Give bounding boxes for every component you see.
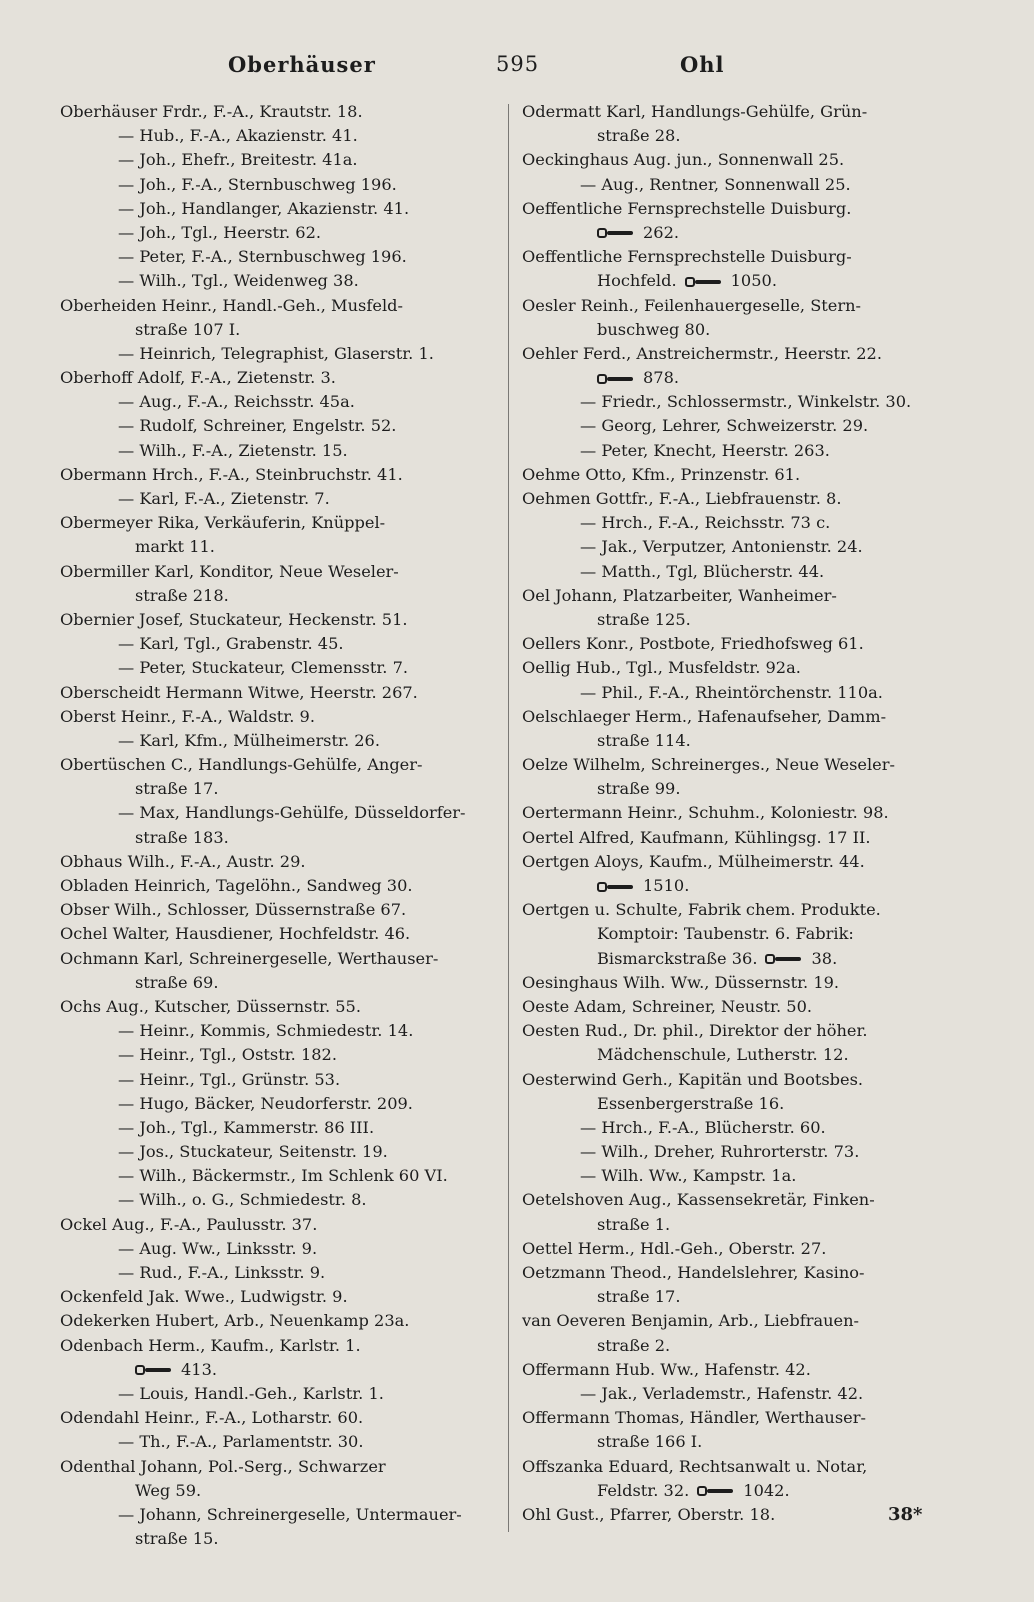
entry-text: Oesler Reinh., Feilenhauergeselle, Stern- bbox=[522, 295, 861, 315]
entry-text: Ochmann Karl, Schreinergeselle, Werthauser- bbox=[60, 948, 439, 968]
entry-text: straße 1. bbox=[597, 1214, 671, 1234]
entry-text: — Aug., Rentner, Sonnenwall 25. bbox=[580, 174, 851, 194]
directory-entry-line bbox=[60, 269, 500, 293]
telephone-icon bbox=[597, 372, 637, 386]
entry-text: 262. bbox=[643, 222, 680, 242]
entry-text: — Louis, Handl.-Geh., Karlstr. 1. bbox=[118, 1383, 384, 1403]
directory-entry-line bbox=[522, 1382, 962, 1406]
entry-text: — Heinr., Tgl., Grünstr. 53. bbox=[118, 1069, 341, 1089]
entry-text: — Max, Handlungs-Gehülfe, Düsseldorfer- bbox=[118, 803, 466, 823]
directory-entry-line bbox=[522, 269, 962, 293]
directory-entry-line bbox=[522, 681, 962, 705]
entry-text: — Jos., Stuckateur, Seitenstr. 19. bbox=[118, 1142, 388, 1162]
directory-entry-line bbox=[522, 753, 962, 777]
directory-entry-line bbox=[60, 753, 500, 777]
directory-entry-line bbox=[60, 1116, 500, 1140]
directory-entry-line bbox=[60, 850, 500, 874]
entry-text: Weg 59. bbox=[135, 1480, 202, 1500]
entry-text: Oertermann Heinr., Schuhm., Koloniestr. 98. bbox=[522, 803, 889, 823]
directory-entry-line bbox=[522, 995, 962, 1019]
entry-text: 878. bbox=[643, 368, 680, 388]
entry-text: Oberhoff Adolf, F.-A., Zietenstr. 3. bbox=[60, 368, 336, 388]
directory-entry-line bbox=[522, 439, 962, 463]
telephone-icon bbox=[685, 275, 725, 289]
entry-text: — Hugo, Bäcker, Neudorferstr. 209. bbox=[118, 1093, 413, 1113]
telephone-icon bbox=[597, 880, 637, 894]
telephone-number: 1042. bbox=[743, 1480, 790, 1500]
directory-entry-line bbox=[60, 1358, 500, 1382]
telephone-icon bbox=[765, 952, 805, 966]
directory-entry-line bbox=[522, 1237, 962, 1261]
directory-entry-line bbox=[60, 560, 500, 584]
entry-text: Obhaus Wilh., F.-A., Austr. 29. bbox=[60, 851, 306, 871]
directory-entry-line bbox=[522, 1188, 962, 1212]
entry-text: — Johann, Schreinergeselle, Untermauer- bbox=[118, 1504, 462, 1524]
entry-text: — Wilh., Dreher, Ruhrorterstr. 73. bbox=[580, 1142, 860, 1162]
directory-entry-line bbox=[60, 1213, 500, 1237]
entry-text: straße 107 I. bbox=[135, 319, 241, 339]
directory-entry-line bbox=[60, 1406, 500, 1430]
entry-text: Ochs Aug., Kutscher, Düssernstr. 55. bbox=[60, 996, 361, 1016]
directory-entry-line bbox=[60, 1334, 500, 1358]
entry-text: Oetelshoven Aug., Kassensekretär, Finken- bbox=[522, 1190, 875, 1210]
directory-entry-line bbox=[522, 1019, 962, 1043]
telephone-number: 1050. bbox=[730, 271, 777, 291]
entry-text: Odenthal Johann, Pol.-Serg., Schwarzer bbox=[60, 1456, 386, 1476]
directory-entry-line bbox=[522, 898, 962, 922]
directory-entry-line bbox=[60, 100, 500, 124]
directory-entry-line bbox=[522, 342, 962, 366]
entry-text: straße 183. bbox=[135, 827, 229, 847]
entry-text: Offszanka Eduard, Rechtsanwalt u. Notar, bbox=[522, 1456, 868, 1476]
directory-entry-line bbox=[522, 1455, 962, 1479]
entry-text: Odendahl Heinr., F.-A., Lotharstr. 60. bbox=[60, 1408, 364, 1428]
entry-text: Oeffentliche Fernsprechstelle Duisburg- bbox=[522, 247, 852, 267]
running-head-left: Oberhäuser bbox=[228, 52, 376, 77]
entry-text: — Joh., Tgl., Heerstr. 62. bbox=[118, 222, 322, 242]
directory-entry-line bbox=[60, 535, 500, 559]
entry-text: straße 218. bbox=[135, 585, 229, 605]
directory-entry-line bbox=[60, 245, 500, 269]
entry-text: Bismarckstraße 36. bbox=[597, 948, 758, 968]
entry-text: Oberst Heinr., F.-A., Waldstr. 9. bbox=[60, 706, 315, 726]
directory-entry-line bbox=[522, 1140, 962, 1164]
signature-mark: 38* bbox=[888, 1504, 923, 1525]
entry-text: Oesterwind Gerh., Kapitän und Bootsbes. bbox=[522, 1069, 864, 1089]
entry-text: Feldstr. 32. bbox=[597, 1480, 690, 1500]
directory-entry-line bbox=[60, 1309, 500, 1333]
directory-entry-line bbox=[60, 777, 500, 801]
entry-text: — Karl, Tgl., Grabenstr. 45. bbox=[118, 634, 344, 654]
directory-entry-line bbox=[60, 294, 500, 318]
directory-entry-line bbox=[60, 1382, 500, 1406]
entry-text: straße 69. bbox=[135, 972, 219, 992]
directory-entry-line bbox=[60, 947, 500, 971]
entry-text: — Phil., F.-A., Rheintörchenstr. 110a. bbox=[580, 682, 883, 702]
directory-entry-line bbox=[522, 487, 962, 511]
entry-text: Oel Johann, Platzarbeiter, Wanheimer- bbox=[522, 585, 837, 605]
directory-entry-line bbox=[60, 922, 500, 946]
directory-entry-line bbox=[60, 1285, 500, 1309]
directory-entry-line bbox=[522, 414, 962, 438]
entry-text: Oeffentliche Fernsprechstelle Duisburg. bbox=[522, 198, 852, 218]
directory-entry-line bbox=[60, 584, 500, 608]
entry-text: — Rudolf, Schreiner, Engelstr. 52. bbox=[118, 416, 397, 436]
directory-entry-line bbox=[60, 1092, 500, 1116]
entry-text: straße 114. bbox=[597, 730, 691, 750]
entry-text: — Hrch., F.-A., Reichsstr. 73 c. bbox=[580, 513, 831, 533]
entry-text: Ockenfeld Jak. Wwe., Ludwigstr. 9. bbox=[60, 1287, 348, 1307]
directory-entry-line bbox=[60, 898, 500, 922]
entry-text: Obernier Josef, Stuckateur, Heckenstr. 51. bbox=[60, 609, 408, 629]
telephone-number: 38. bbox=[811, 948, 838, 968]
entry-text: Oettel Herm., Hdl.-Geh., Oberstr. 27. bbox=[522, 1238, 827, 1258]
entry-text: Oertgen Aloys, Kaufm., Mülheimerstr. 44. bbox=[522, 851, 865, 871]
directory-entry-line bbox=[522, 463, 962, 487]
directory-entry-line bbox=[60, 487, 500, 511]
directory-entry-line bbox=[522, 173, 962, 197]
entry-text: Oehmen Gottfr., F.-A., Liebfrauenstr. 8. bbox=[522, 489, 842, 508]
entry-text: straße 99. bbox=[597, 779, 681, 799]
entry-text: Offermann Hub. Ww., Hafenstr. 42. bbox=[522, 1359, 811, 1379]
directory-entry-line bbox=[522, 1430, 962, 1454]
directory-entry-line bbox=[522, 1043, 962, 1067]
directory-entry-line bbox=[522, 1213, 962, 1237]
directory-entry-line bbox=[60, 173, 500, 197]
directory-entry-line bbox=[522, 1261, 962, 1285]
directory-entry-line bbox=[60, 1479, 500, 1503]
entry-text: Obermiller Karl, Konditor, Neue Weseler- bbox=[60, 561, 399, 581]
entry-text: Oeckinghaus Aug. jun., Sonnenwall 25. bbox=[522, 150, 845, 170]
directory-entry-line bbox=[60, 656, 500, 680]
directory-entry-line bbox=[60, 874, 500, 898]
directory-entry-line bbox=[60, 414, 500, 438]
telephone-icon bbox=[135, 1363, 175, 1377]
entry-text: Offermann Thomas, Händler, Werthauser- bbox=[522, 1408, 866, 1428]
entry-text: — Jak., Verlademstr., Hafenstr. 42. bbox=[580, 1383, 864, 1403]
directory-entry-line bbox=[60, 390, 500, 414]
directory-entry-line bbox=[60, 801, 500, 825]
directory-entry-line bbox=[60, 148, 500, 172]
entry-text: — Hub., F.-A., Akazienstr. 41. bbox=[118, 126, 358, 146]
entry-text: Komptoir: Taubenstr. 6. Fabrik: bbox=[597, 924, 854, 944]
entry-text: 1510. bbox=[643, 876, 690, 895]
directory-entry-line bbox=[60, 705, 500, 729]
directory-entry-line bbox=[522, 1068, 962, 1092]
directory-entry-line bbox=[60, 632, 500, 656]
directory-entry-line bbox=[522, 221, 962, 245]
directory-entry-line bbox=[60, 1068, 500, 1092]
entry-text: Oellig Hub., Tgl., Musfeldstr. 92a. bbox=[522, 658, 801, 678]
entry-text: Hochfeld. bbox=[597, 271, 677, 291]
entry-text: — Wilh., Bäckermstr., Im Schlenk 60 VI. bbox=[118, 1166, 448, 1186]
directory-entry-line bbox=[522, 922, 962, 946]
directory-entry-line bbox=[60, 729, 500, 753]
directory-entry-line bbox=[60, 1430, 500, 1454]
directory-entry-line bbox=[60, 221, 500, 245]
entry-text: — Heinrich, Telegraphist, Glaserstr. 1. bbox=[118, 343, 434, 363]
entry-text: Oertel Alfred, Kaufmann, Kühlingsg. 17 II. bbox=[522, 827, 871, 847]
entry-text: — Aug., F.-A., Reichsstr. 45a. bbox=[118, 392, 355, 412]
entry-text: Oberscheidt Hermann Witwe, Heerstr. 267. bbox=[60, 682, 418, 702]
entry-text: Oehler Ferd., Anstreichermstr., Heerstr. 22. bbox=[522, 343, 882, 363]
entry-text: Obladen Heinrich, Tagelöhn., Sandweg 30. bbox=[60, 876, 413, 895]
directory-entry-line bbox=[522, 1334, 962, 1358]
entry-text: Obertüschen C., Handlungs-Gehülfe, Anger- bbox=[60, 755, 423, 775]
entry-text: Oetzmann Theod., Handelslehrer, Kasino- bbox=[522, 1263, 865, 1282]
entry-text: straße 125. bbox=[597, 609, 691, 629]
directory-entry-line bbox=[60, 1140, 500, 1164]
directory-entry-line bbox=[60, 826, 500, 850]
directory-entry-line bbox=[60, 1237, 500, 1261]
column-divider bbox=[508, 104, 509, 1532]
telephone-icon bbox=[597, 226, 637, 240]
directory-entry-line bbox=[522, 1358, 962, 1382]
entry-text: Oertgen u. Schulte, Fabrik chem. Produkte. bbox=[522, 900, 881, 920]
directory-entry-line bbox=[60, 1455, 500, 1479]
entry-text: — Heinr., Tgl., Oststr. 182. bbox=[118, 1045, 337, 1065]
directory-entry-line bbox=[522, 947, 962, 971]
directory-entry-line bbox=[60, 1527, 500, 1551]
entry-text: straße 28. bbox=[597, 126, 681, 146]
entry-text: — Joh., Handlanger, Akazienstr. 41. bbox=[118, 198, 410, 218]
directory-entry-line bbox=[522, 245, 962, 269]
directory-entry-line bbox=[522, 1479, 962, 1503]
right-column bbox=[522, 100, 962, 1527]
entry-text: Oelze Wilhelm, Schreinerges., Neue Weseler- bbox=[522, 755, 895, 775]
directory-entry-line bbox=[522, 729, 962, 753]
entry-text: Ohl Gust., Pfarrer, Oberstr. 18. bbox=[522, 1504, 776, 1524]
directory-entry-line bbox=[522, 826, 962, 850]
directory-entry-line bbox=[522, 971, 962, 995]
entry-text: — Georg, Lehrer, Schweizerstr. 29. bbox=[580, 416, 869, 436]
left-column bbox=[60, 100, 500, 1551]
entry-text: — Peter, F.-A., Sternbuschweg 196. bbox=[118, 247, 407, 267]
directory-entry-line bbox=[522, 632, 962, 656]
entry-text: straße 15. bbox=[135, 1529, 219, 1549]
directory-entry-line bbox=[522, 100, 962, 124]
directory-entry-line bbox=[60, 463, 500, 487]
directory-entry-line bbox=[60, 342, 500, 366]
entry-text: — Peter, Knecht, Heerstr. 263. bbox=[580, 440, 830, 460]
directory-entry-line bbox=[60, 1164, 500, 1188]
entry-text: — Aug. Ww., Linksstr. 9. bbox=[118, 1238, 318, 1258]
entry-text: Obermeyer Rika, Verkäuferin, Knüppel- bbox=[60, 513, 386, 533]
entry-text: Oehme Otto, Kfm., Prinzenstr. 61. bbox=[522, 464, 801, 484]
directory-entry-line bbox=[522, 390, 962, 414]
entry-text: — Jak., Verputzer, Antonienstr. 24. bbox=[580, 537, 863, 557]
directory-entry-line bbox=[522, 294, 962, 318]
entry-text: Obermann Hrch., F.-A., Steinbruchstr. 41. bbox=[60, 464, 403, 484]
directory-entry-line bbox=[60, 1019, 500, 1043]
directory-entry-line bbox=[60, 995, 500, 1019]
entry-text: Obser Wilh., Schlosser, Düssernstraße 67. bbox=[60, 900, 407, 920]
entry-text: — Heinr., Kommis, Schmiedestr. 14. bbox=[118, 1021, 414, 1041]
entry-text: Ockel Aug., F.-A., Paulusstr. 37. bbox=[60, 1214, 318, 1234]
entry-text: van Oeveren Benjamin, Arb., Liebfrauen- bbox=[522, 1311, 860, 1331]
running-head-right: Ohl bbox=[680, 52, 725, 77]
directory-entry-line bbox=[522, 608, 962, 632]
directory-entry-line bbox=[522, 197, 962, 221]
entry-text: — Wilh., o. G., Schmiedestr. 8. bbox=[118, 1190, 367, 1210]
directory-entry-line bbox=[522, 656, 962, 680]
entry-text: Oesten Rud., Dr. phil., Direktor der höher. bbox=[522, 1021, 868, 1041]
directory-entry-line bbox=[522, 560, 962, 584]
directory-entry-line bbox=[522, 777, 962, 801]
directory-entry-line bbox=[60, 511, 500, 535]
entry-text: — Th., F.-A., Parlamentstr. 30. bbox=[118, 1432, 364, 1452]
entry-text: — Wilh., F.-A., Zietenstr. 15. bbox=[118, 440, 348, 460]
directory-entry-line bbox=[522, 1116, 962, 1140]
entry-text: — Joh., Ehefr., Breitestr. 41a. bbox=[118, 150, 358, 170]
entry-text: Odekerken Hubert, Arb., Neuenkamp 23a. bbox=[60, 1311, 410, 1331]
directory-entry-line bbox=[522, 366, 962, 390]
page-number: 595 bbox=[496, 52, 540, 76]
directory-entry-line bbox=[522, 705, 962, 729]
directory-entry-line bbox=[60, 124, 500, 148]
telephone-icon bbox=[697, 1484, 737, 1498]
directory-entry-line bbox=[60, 1188, 500, 1212]
entry-text: straße 17. bbox=[135, 779, 219, 799]
entry-text: — Friedr., Schlossermstr., Winkelstr. 30. bbox=[580, 392, 912, 412]
entry-text: — Karl, F.-A., Zietenstr. 7. bbox=[118, 489, 330, 508]
entry-text: Oberhäuser Frdr., F.-A., Krautstr. 18. bbox=[60, 102, 363, 121]
directory-entry-line bbox=[522, 1406, 962, 1430]
directory-entry-line bbox=[522, 511, 962, 535]
directory-entry-line bbox=[522, 1092, 962, 1116]
directory-entry-line bbox=[60, 681, 500, 705]
directory-entry-line bbox=[522, 148, 962, 172]
directory-entry-line bbox=[522, 1285, 962, 1309]
entry-text: — Wilh., Tgl., Weidenweg 38. bbox=[118, 271, 359, 291]
entry-text: Ochel Walter, Hausdiener, Hochfeldstr. 46. bbox=[60, 924, 411, 944]
entry-text: — Karl, Kfm., Mülheimerstr. 26. bbox=[118, 730, 380, 750]
entry-text: straße 17. bbox=[597, 1287, 681, 1307]
entry-text: — Hrch., F.-A., Blücherstr. 60. bbox=[580, 1117, 826, 1137]
entry-text: straße 166 I. bbox=[597, 1432, 703, 1452]
directory-entry-line bbox=[60, 318, 500, 342]
directory-entry-line bbox=[522, 874, 962, 898]
entry-text: Oesinghaus Wilh. Ww., Düssernstr. 19. bbox=[522, 972, 840, 992]
directory-entry-line bbox=[60, 439, 500, 463]
directory-entry-line bbox=[522, 318, 962, 342]
entry-text: Odermatt Karl, Handlungs-Gehülfe, Grün- bbox=[522, 102, 868, 121]
entry-text: markt 11. bbox=[135, 537, 215, 557]
entry-text: Oellers Konr., Postbote, Friedhofsweg 61. bbox=[522, 634, 864, 654]
directory-entry-line bbox=[522, 801, 962, 825]
entry-text: Oeste Adam, Schreiner, Neustr. 50. bbox=[522, 996, 813, 1016]
entry-text: Oberheiden Heinr., Handl.-Geh., Musfeld- bbox=[60, 295, 403, 315]
directory-entry-line bbox=[60, 1261, 500, 1285]
directory-entry-line bbox=[522, 850, 962, 874]
entry-text: — Joh., F.-A., Sternbuschweg 196. bbox=[118, 174, 397, 194]
directory-entry-line bbox=[522, 1309, 962, 1333]
directory-entry-line bbox=[522, 1164, 962, 1188]
entry-text: — Peter, Stuckateur, Clemensstr. 7. bbox=[118, 658, 409, 678]
directory-entry-line bbox=[60, 971, 500, 995]
entry-text: — Joh., Tgl., Kammerstr. 86 III. bbox=[118, 1117, 375, 1137]
entry-text: buschweg 80. bbox=[597, 319, 711, 339]
entry-text: Mädchenschule, Lutherstr. 12. bbox=[597, 1045, 849, 1065]
entry-text: Odenbach Herm., Kaufm., Karlstr. 1. bbox=[60, 1335, 361, 1355]
entry-text: Oelschlaeger Herm., Hafenaufseher, Damm- bbox=[522, 706, 887, 726]
directory-entry-line bbox=[60, 1503, 500, 1527]
directory-entry-line bbox=[60, 1043, 500, 1067]
entry-text: 413. bbox=[181, 1359, 218, 1379]
entry-text: straße 2. bbox=[597, 1335, 671, 1355]
entry-text: — Rud., F.-A., Linksstr. 9. bbox=[118, 1263, 326, 1282]
entry-text: Essenbergerstraße 16. bbox=[597, 1093, 785, 1113]
directory-entry-line bbox=[522, 535, 962, 559]
directory-entry-line bbox=[60, 366, 500, 390]
directory-entry-line bbox=[522, 124, 962, 148]
directory-entry-line bbox=[522, 584, 962, 608]
entry-text: — Wilh. Ww., Kampstr. 1a. bbox=[580, 1166, 797, 1186]
directory-entry-line bbox=[60, 197, 500, 221]
directory-entry-line bbox=[60, 608, 500, 632]
entry-text: — Matth., Tgl, Blücherstr. 44. bbox=[580, 561, 825, 581]
